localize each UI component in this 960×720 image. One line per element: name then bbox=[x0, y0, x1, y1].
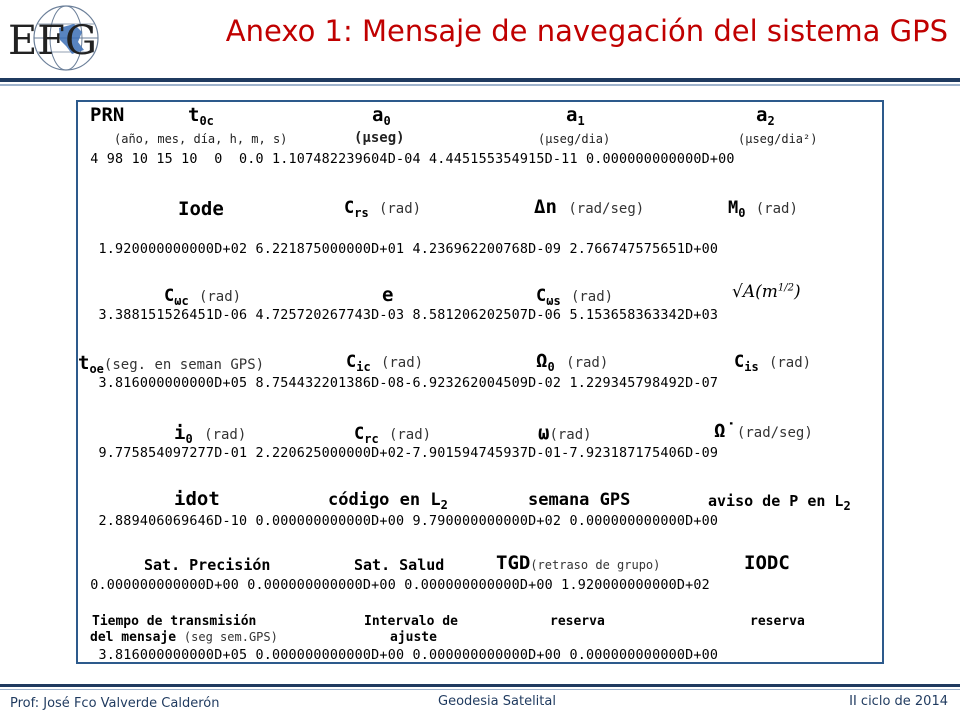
unit-a0: (μseg) bbox=[354, 130, 405, 146]
label-tgd: TGD(retraso de grupo) bbox=[496, 552, 661, 574]
svg-text:EFG: EFG bbox=[8, 18, 97, 64]
values-row1: 4 98 10 15 10 0 0.0 1.107482239604D-04 4.445155354915D-11 0.000000000000D+00 bbox=[82, 152, 735, 167]
label-omega: ω(rad) bbox=[538, 422, 592, 444]
label-intervalo: Intervalo de bbox=[364, 614, 458, 629]
label-semana-gps: semana GPS bbox=[528, 490, 631, 510]
label-reserva-1: reserva bbox=[550, 614, 605, 629]
footer-author: Prof: José Fco Valverde Calderón bbox=[10, 696, 220, 711]
label-t0c: $t_{0c}$ bbox=[188, 104, 214, 128]
values-row6: 2.889406069646D-10 0.000000000000D+00 9.790000000000D+02 0.000000000000D+00 bbox=[82, 514, 719, 529]
label-prn: PRN bbox=[90, 104, 125, 126]
label-m0: $M_0$ (rad) bbox=[728, 198, 798, 220]
label-i0: $i_0$ (rad) bbox=[174, 422, 247, 446]
footer-course: Geodesia Satelital bbox=[438, 694, 556, 709]
label-ajuste: ajuste bbox=[390, 630, 437, 645]
label-reserva-2: reserva bbox=[750, 614, 805, 629]
label-sat-precision: Sat. Precisión bbox=[144, 556, 271, 574]
unit-a2: (μseg/dia²) bbox=[738, 132, 818, 146]
footer-rule bbox=[0, 684, 960, 687]
label-iode: Iode bbox=[178, 198, 224, 220]
label-sqrt-a: $√A(m^{1/2})$ bbox=[732, 282, 801, 302]
label-delta-n: Δn (rad/seg) bbox=[534, 196, 645, 218]
label-cus: $C_{\omega s}$ (rad) bbox=[536, 286, 614, 308]
label-cuc: $C_{\omega c}$ (rad) bbox=[164, 286, 242, 308]
unit-t0c: (año, mes, día, h, m, s) bbox=[114, 132, 288, 146]
navigation-message-table bbox=[76, 100, 884, 664]
label-cic: $C_{ic}$ (rad) bbox=[346, 352, 424, 374]
footer-rule-light bbox=[0, 689, 960, 690]
header-rule bbox=[0, 78, 960, 82]
values-row5: 9.775854097277D-01 2.220625000000D+02-7.901594745937D-01-7.923187175406D-09 bbox=[82, 446, 719, 461]
label-idot: idot bbox=[174, 488, 220, 510]
label-a1: $a_1$ bbox=[566, 104, 585, 128]
values-row4: 3.816000000000D+05 8.754432201386D-08-6.923262004509D-02 1.229345798492D-07 bbox=[82, 376, 719, 391]
values-row7: 0.000000000000D+00 0.000000000000D+00 0.000000000000D+00 1.920000000000D+02 bbox=[82, 578, 710, 593]
values-row3: 3.388151526451D-06 4.725720267743D-03 8.581206202507D-06 5.153658363342D+03 bbox=[82, 308, 719, 323]
label-e: e bbox=[382, 284, 394, 306]
label-codigo-l2: código en $L_2$ bbox=[328, 490, 448, 512]
label-crs: $C_{rs}$ (rad) bbox=[344, 198, 422, 220]
page-title: Anexo 1: Mensaje de navegación del sistema GPS bbox=[225, 14, 948, 48]
label-iodc: IODC bbox=[744, 552, 790, 574]
efg-logo bbox=[4, 2, 116, 74]
label-sat-salud: Sat. Salud bbox=[354, 556, 445, 574]
header-rule-light bbox=[0, 84, 960, 86]
label-toe: $t_{oe}(seg$. en seman GPS) bbox=[78, 352, 265, 376]
label-aviso-p-l2: aviso de P en $L_2$ bbox=[708, 492, 851, 513]
unit-a1: (μseg/dia) bbox=[538, 132, 611, 146]
values-row2: 1.920000000000D+02 6.221875000000D+01 4.236962200768D-09 2.766747575651D+00 bbox=[82, 242, 719, 257]
label-tiempo-transmision: Tiempo de transmisión bbox=[92, 614, 257, 629]
label-cis: $C_{is}$ (rad) bbox=[734, 352, 812, 374]
footer-term: II ciclo de 2014 bbox=[849, 694, 948, 709]
label-omega-dot: Ω̇ (rad/seg) bbox=[714, 420, 813, 442]
label-del-mensaje: del mensaje (seg sem.GPS) bbox=[90, 630, 278, 645]
label-a0: $a_0$ bbox=[372, 104, 391, 128]
values-row8: 3.816000000000D+05 0.000000000000D+00 0.000000000000D+00 0.000000000000D+00 bbox=[82, 648, 719, 663]
label-omega0: $\Omega_0$ (rad) bbox=[536, 350, 609, 374]
label-crc: $C_{rc}$ (rad) bbox=[354, 424, 432, 446]
label-a2: $a_2$ bbox=[756, 104, 775, 128]
